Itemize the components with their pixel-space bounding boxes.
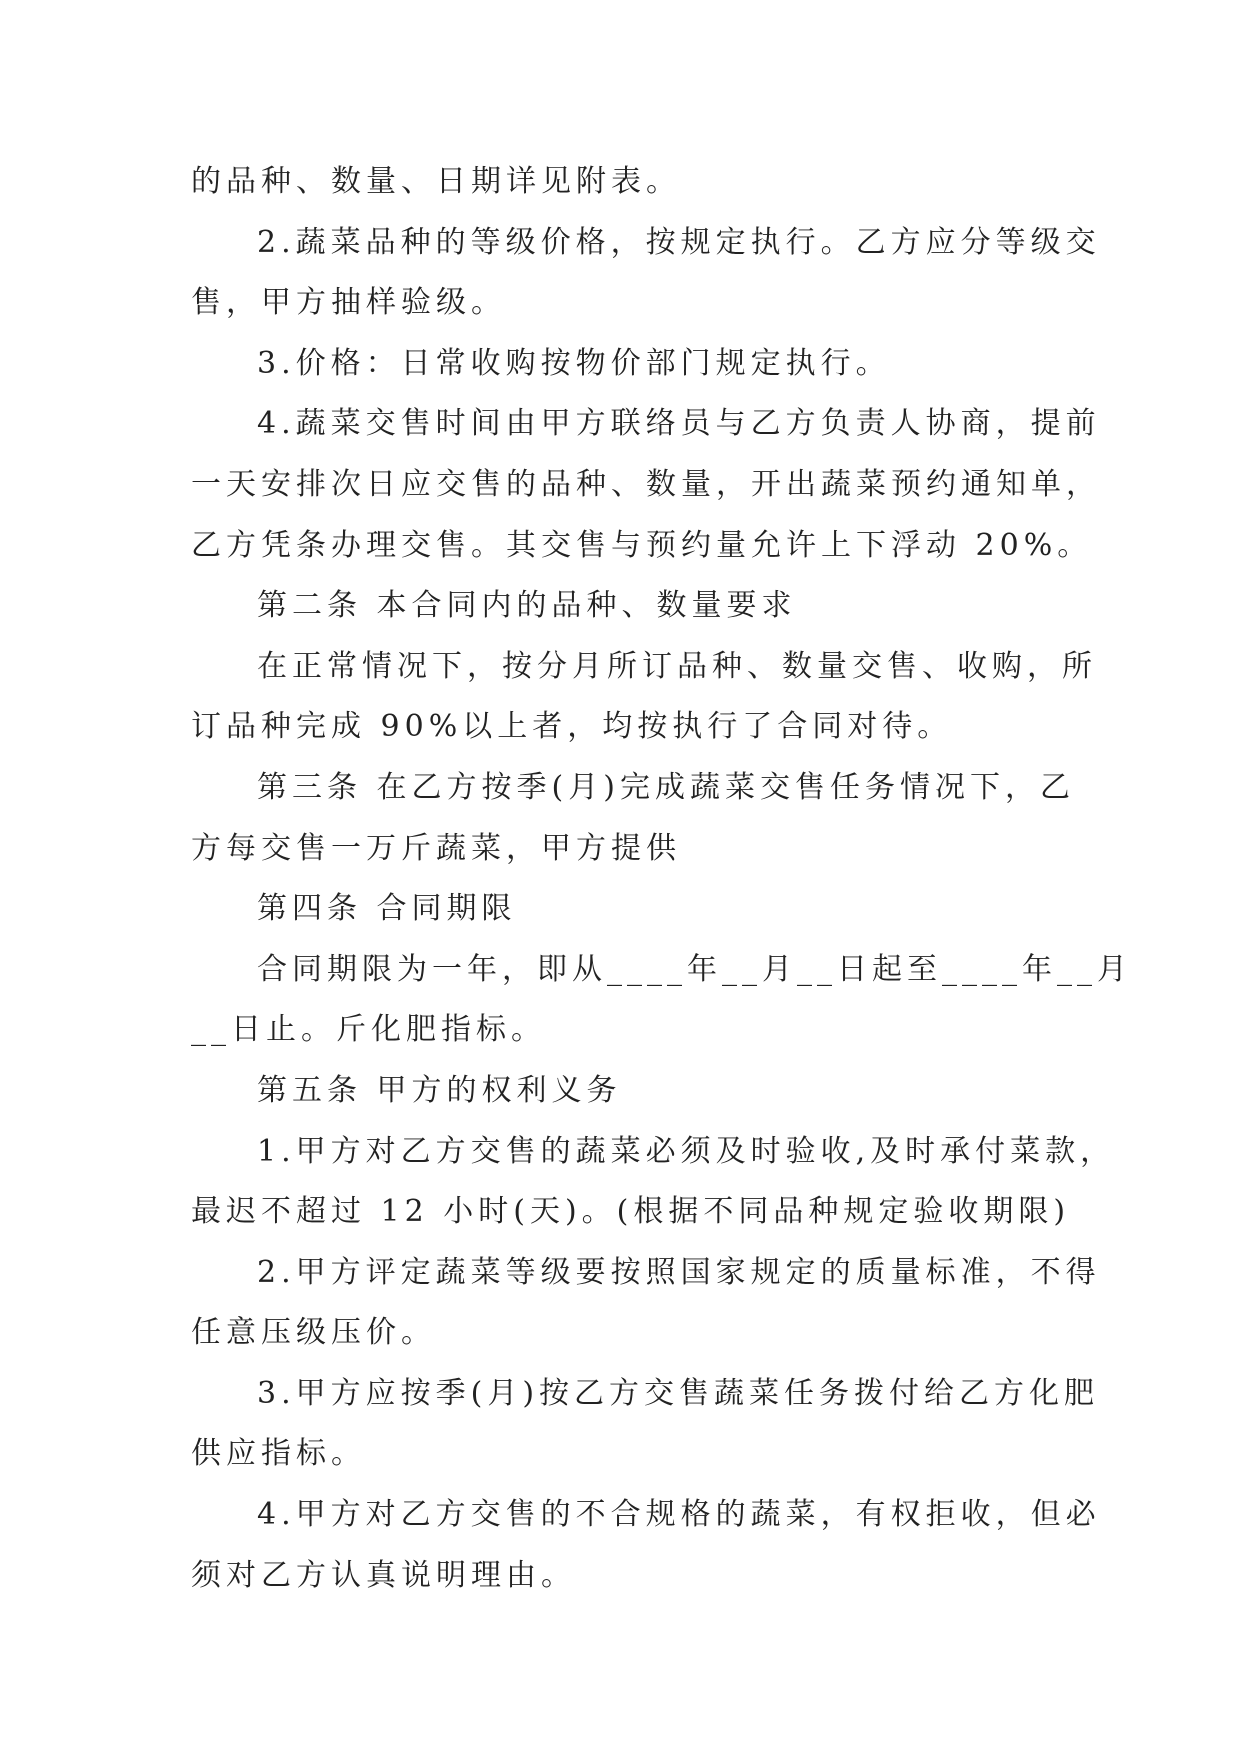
text-line: 2.甲方评定蔬菜等级要按照国家规定的质量标准，不得 <box>257 1254 1101 1290</box>
text-line: 3.甲方应按季(月)按乙方交售蔬菜任务拨付给乙方化肥 <box>257 1375 1100 1411</box>
article-heading: 第二条 本合同内的品种、数量要求 <box>257 588 797 624</box>
text-line: 任意压级压价。 <box>191 1315 436 1351</box>
text-line: 4.蔬菜交售时间由甲方联络员与乙方负责人协商，提前 <box>257 406 1101 442</box>
text-line: 合同期限为一年，即从____年__月__日起至____年__月 <box>257 951 1132 987</box>
text-line: 2.蔬菜品种的等级价格，按规定执行。乙方应分等级交 <box>257 224 1101 260</box>
article-heading: 第三条 在乙方按季(月)完成蔬菜交售任务情况下，乙 <box>257 769 1075 805</box>
contract-text-block <box>191 152 1132 1606</box>
text-line: 在正常情况下，按分月所订品种、数量交售、收购，所 <box>257 648 1097 684</box>
text-line: 一天安排次日应交售的品种、数量，开出蔬菜预约通知单， <box>191 466 1101 502</box>
article-heading: 第五条 甲方的权利义务 <box>257 1072 622 1108</box>
text-line: 1.甲方对乙方交售的蔬菜必须及时验收,及时承付菜款， <box>257 1133 1116 1169</box>
text-line: __日止。斤化肥指标。 <box>191 1012 546 1048</box>
text-line: 4.甲方对乙方交售的不合规格的蔬菜，有权拒收，但必 <box>257 1497 1101 1533</box>
text-line: 的品种、数量、日期详见附表。 <box>191 164 681 199</box>
text-line: 方每交售一万斤蔬菜，甲方提供 <box>191 830 681 866</box>
article-heading: 第四条 合同期限 <box>257 891 517 927</box>
text-line: 最迟不超过 12 小时(天)。(根据不同品种规定验收期限) <box>191 1194 1071 1230</box>
text-line: 乙方凭条办理交售。其交售与预约量允许上下浮动 20%。 <box>191 527 1093 563</box>
text-line: 3.价格：日常收购按物价部门规定执行。 <box>257 345 891 381</box>
text-line: 售，甲方抽样验级。 <box>191 285 506 321</box>
text-line: 须对乙方认真说明理由。 <box>191 1557 576 1593</box>
text-line: 订品种完成 90%以上者，均按执行了合同对待。 <box>191 709 953 745</box>
text-line: 供应指标。 <box>191 1436 366 1472</box>
